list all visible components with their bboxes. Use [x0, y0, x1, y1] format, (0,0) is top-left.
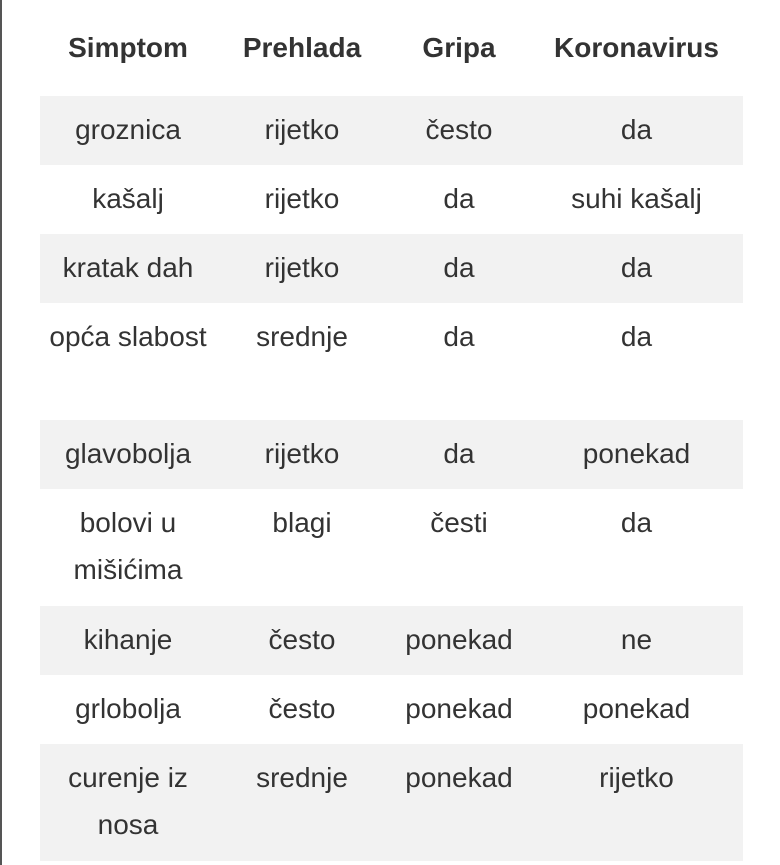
table-row	[40, 96, 743, 165]
table-row	[40, 744, 743, 861]
table-row	[40, 489, 743, 606]
cell-simptom: kratak dah	[62, 252, 194, 283]
cell-prehlada: blagi	[272, 507, 332, 538]
cell-koronavirus: rijetko	[599, 762, 674, 793]
cell-gripa: često	[425, 114, 493, 145]
cell-gripa: da	[443, 183, 475, 214]
cell-prehlada: srednje	[256, 762, 348, 793]
header-prehlada: Prehlada	[242, 32, 362, 63]
table-row	[40, 303, 743, 420]
table-row	[40, 420, 743, 489]
cell-simptom: bolovi u mišićima	[73, 507, 183, 585]
cell-simptom: glavobolja	[64, 438, 192, 469]
left-border	[0, 0, 2, 865]
cell-simptom: grlobolja	[75, 693, 181, 724]
cell-simptom: kašalj	[92, 183, 164, 214]
header-koronavirus: Koronavirus	[554, 32, 719, 63]
cell-koronavirus: ne	[620, 624, 653, 655]
cell-koronavirus: da	[620, 114, 653, 145]
cell-simptom: curenje iz nosa	[68, 762, 188, 840]
cell-koronavirus: suhi kašalj	[571, 183, 702, 214]
cell-simptom: kihanje	[83, 624, 173, 655]
cell-koronavirus: da	[620, 321, 653, 352]
cell-gripa: da	[443, 321, 475, 352]
cell-koronavirus: da	[620, 252, 653, 283]
cell-prehlada: srednje	[256, 321, 348, 352]
cell-gripa: da	[443, 438, 475, 469]
cell-gripa: ponekad	[405, 693, 513, 724]
cell-gripa: česti	[430, 507, 488, 538]
cell-prehlada: rijetko	[264, 252, 340, 283]
cell-koronavirus: ponekad	[582, 438, 691, 469]
cell-koronavirus: ponekad	[582, 693, 691, 724]
table-row	[40, 675, 743, 744]
cell-prehlada: rijetko	[264, 114, 340, 145]
cell-simptom: groznica	[75, 114, 181, 145]
cell-gripa: ponekad	[405, 762, 513, 793]
table-row	[40, 165, 743, 234]
header-simptom: Simptom	[68, 32, 188, 63]
symptom-comparison-table	[40, 0, 743, 861]
table-header-row	[40, 0, 743, 96]
cell-gripa: ponekad	[405, 624, 513, 655]
table-row	[40, 234, 743, 303]
cell-simptom: opća slabost	[49, 321, 207, 352]
cell-prehlada: rijetko	[264, 438, 340, 469]
header-gripa: Gripa	[422, 32, 496, 63]
table-row	[40, 606, 743, 675]
cell-prehlada: često	[268, 693, 336, 724]
cell-koronavirus: da	[620, 507, 653, 538]
cell-prehlada: često	[268, 624, 336, 655]
cell-prehlada: rijetko	[264, 183, 340, 214]
cell-gripa: da	[443, 252, 475, 283]
